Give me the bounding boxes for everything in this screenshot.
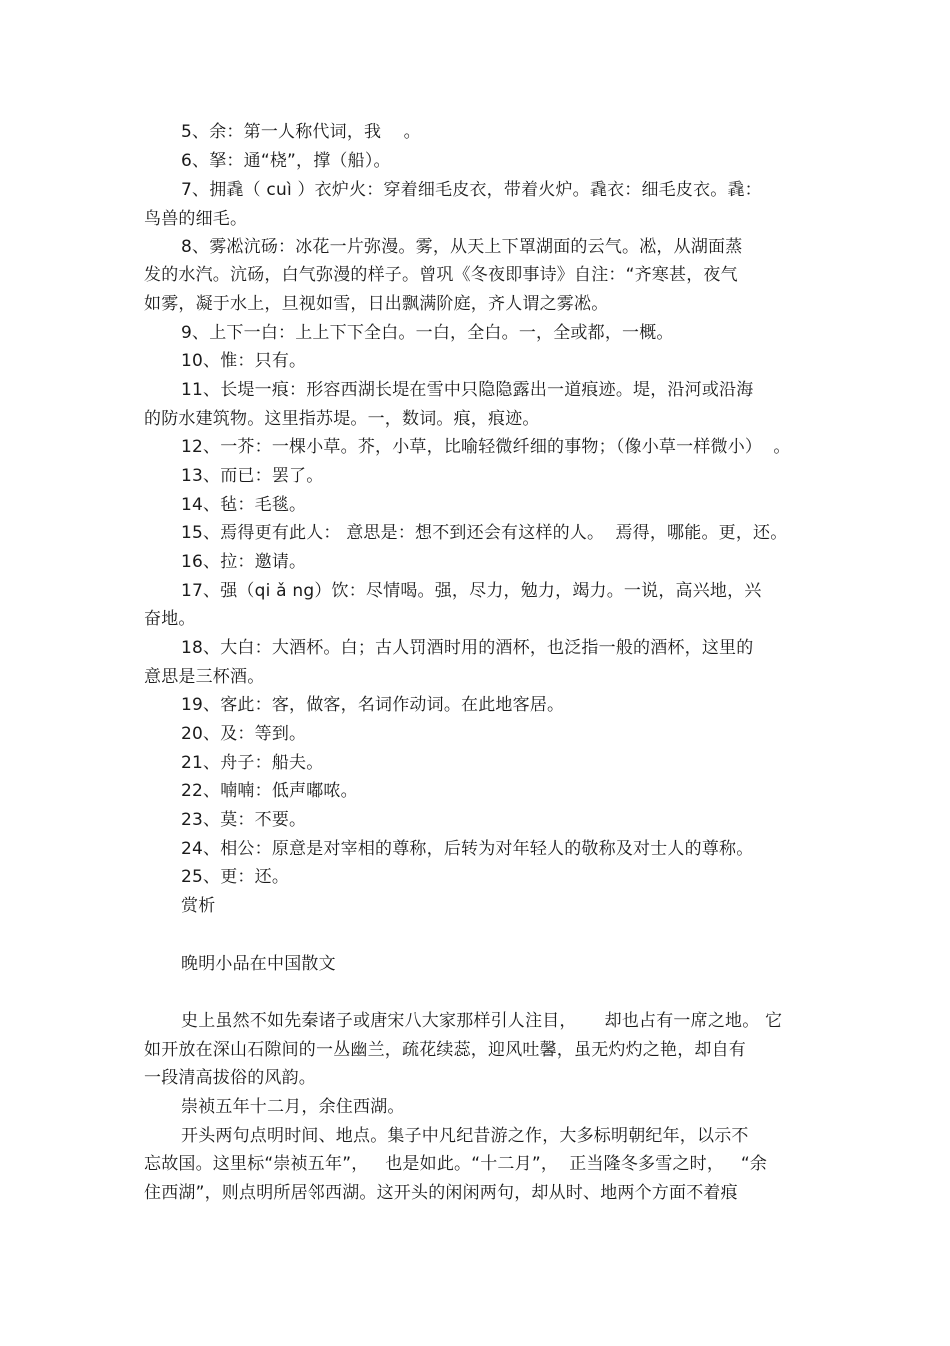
note-line-19: 19、客此：客，做客，名词作动词。在此地客居。 — [181, 695, 565, 715]
paragraph-1-line-2: 如开放在深山石隙间的一丛幽兰，疏花续蕊，迎风吐馨，虽无灼灼之艳，却自有 — [144, 1040, 746, 1060]
note-line-21: 21、舟子：船夫。 — [181, 753, 324, 773]
quoted-original-text: 崇祯五年十二月，余住西湖。 — [181, 1097, 405, 1117]
note-line-17-cont: 奋地。 — [144, 609, 196, 629]
note-line-9: 9、上下一白：上上下下全白。一白，全白。一，全或都，一概。 — [181, 323, 674, 343]
note-line-8: 8、雾凇沆砀：冰花一片弥漫。雾，从天上下罩湖面的云气。凇，从湖面蒸 — [181, 237, 743, 257]
paragraph-1-line-1: 史上虽然不如先秦诸子或唐宋八大家那样引人注目， 却也占有一席之地。 它 — [181, 1011, 783, 1031]
note-line-8-cont-1: 发的水汽。沆砀，白气弥漫的样子。曾巩《冬夜即事诗》自注：“齐寒甚，夜气 — [144, 265, 738, 285]
note-line-25: 25、更：还。 — [181, 867, 290, 887]
note-line-18-cont: 意思是三杯酒。 — [144, 667, 265, 687]
note-line-5: 5、余：第一人称代词，我 。 — [181, 122, 421, 142]
note-line-20: 20、及：等到。 — [181, 724, 307, 744]
note-line-16: 16、拉：邀请。 — [181, 552, 307, 572]
note-line-11: 11、长堤一痕：形容西湖长堤在雪中只隐隐露出一道痕迹。堤，沿河或沿海 — [181, 380, 754, 400]
note-line-12: 12、一芥：一棵小草。芥，小草，比喻轻微纤细的事物；（像小草一样微小） 。 — [181, 437, 791, 457]
note-line-24: 24、相公：原意是对宰相的尊称，后转为对年轻人的敬称及对士人的尊称。 — [181, 839, 754, 859]
paragraph-1-line-3: 一段清高拔俗的风韵。 — [144, 1068, 316, 1088]
note-line-11-cont: 的防水建筑物。这里指苏堤。一，数词。痕，痕迹。 — [144, 409, 540, 429]
note-line-7-cont: 鸟兽的细毛。 — [144, 209, 248, 229]
paragraph-2-line-1: 开头两句点明时间、地点。集子中凡纪昔游之作，大多标明朝纪年，以示不 — [181, 1126, 749, 1146]
appreciation-intro: 晚明小品在中国散文 — [181, 954, 336, 974]
note-line-8-cont-2: 如雾，凝于水上，旦视如雪，日出飘满阶庭，齐人谓之雾凇。 — [144, 294, 609, 314]
paragraph-2-line-3: 住西湖”，则点明所居邻西湖。这开头的闲闲两句，却从时、地两个方面不着痕 — [144, 1183, 738, 1203]
note-line-18: 18、大白：大酒杯。白；古人罚酒时用的酒杯，也泛指一般的酒杯，这里的 — [181, 638, 754, 658]
note-line-13: 13、而已：罢了。 — [181, 466, 324, 486]
section-heading: 赏析 — [181, 896, 216, 916]
note-line-23: 23、莫：不要。 — [181, 810, 307, 830]
note-line-15: 15、焉得更有此人： 意思是：想不到还会有这样的人。 焉得，哪能。更，还。 — [181, 523, 788, 543]
note-line-17: 17、强（qi ǎ ng）饮：尽情喝。强，尽力，勉力，竭力。一说，高兴地，兴 — [181, 581, 762, 601]
paragraph-2-line-2: 忘故国。这里标“崇祯五年”， 也是如此。“十二月”， 正当隆冬多雪之时， “余 — [144, 1154, 768, 1174]
note-line-10: 10、惟：只有。 — [181, 351, 307, 371]
note-line-22: 22、喃喃：低声嘟哝。 — [181, 781, 358, 801]
note-line-14: 14、毡：毛毯。 — [181, 495, 307, 515]
note-line-6: 6、拏：通“桡”，撑（船）。 — [181, 151, 391, 171]
note-line-7: 7、拥毳（ cuì ）衣炉火：穿着细毛皮衣，带着火炉。毳衣：细毛皮衣。毳： — [181, 180, 762, 200]
